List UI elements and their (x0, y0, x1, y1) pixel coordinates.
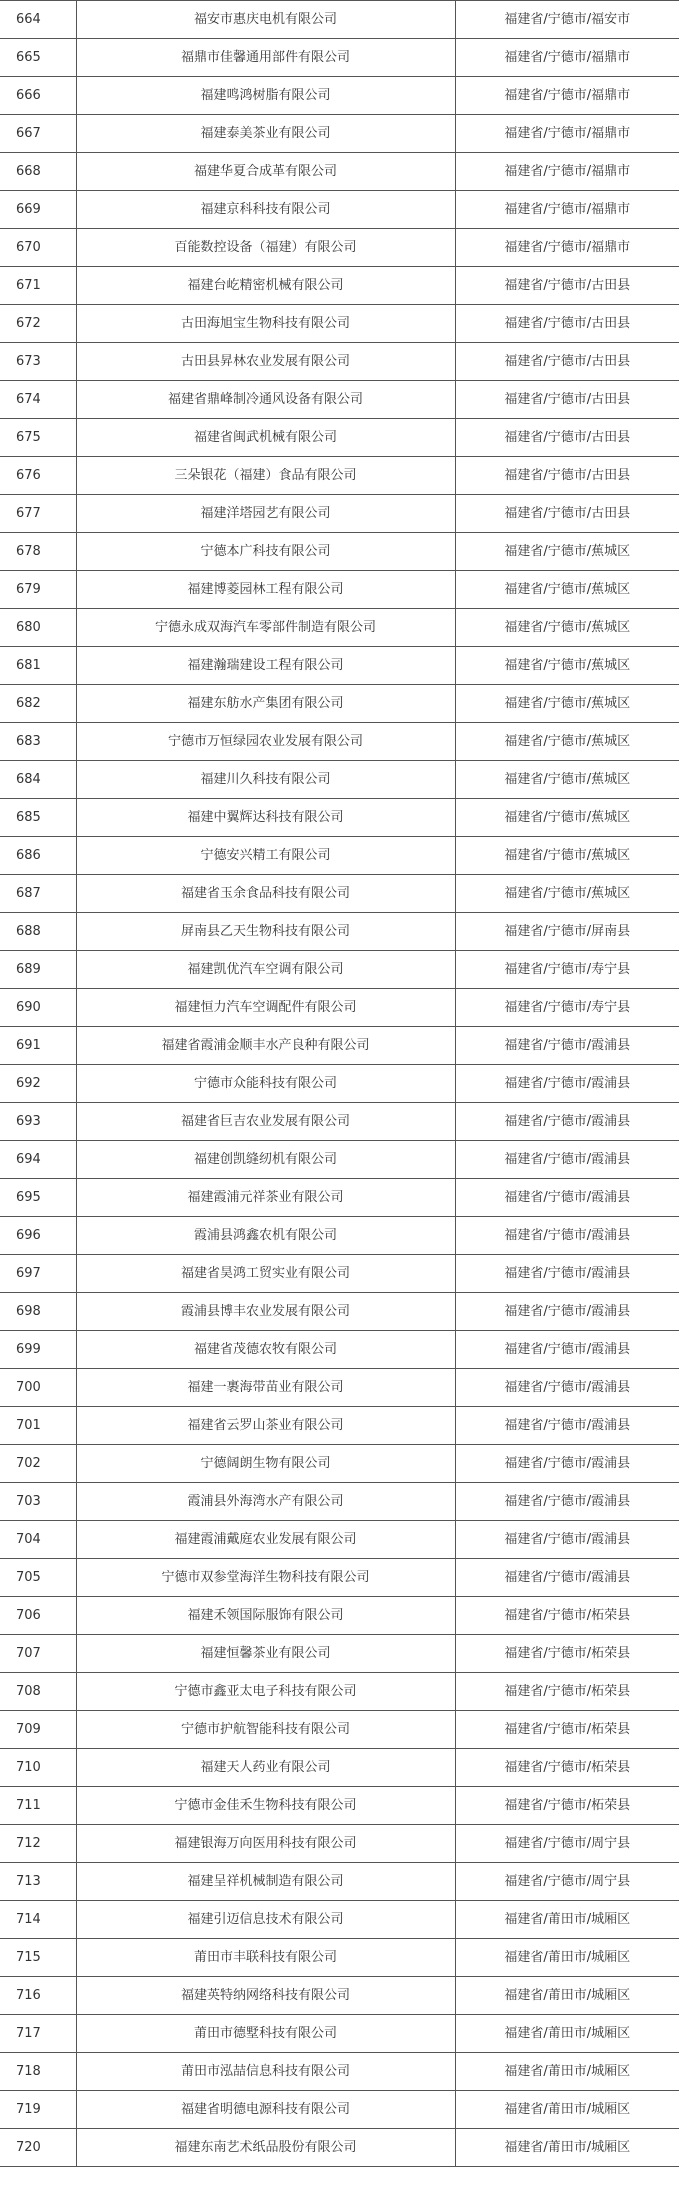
table-row (0, 1407, 679, 1445)
row-number: 713 (0, 1863, 76, 1901)
company-name: 莆田市泓喆信息科技有限公司 (76, 2053, 455, 2091)
table-row (0, 457, 679, 495)
table-row (0, 761, 679, 799)
company-name: 福建鸣鸿树脂有限公司 (76, 77, 455, 115)
company-region: 福建省/宁德市/古田县 (455, 495, 679, 533)
company-region: 福建省/宁德市/霞浦县 (455, 1483, 679, 1521)
table-row (0, 875, 679, 913)
row-number: 670 (0, 229, 76, 267)
company-region: 福建省/宁德市/古田县 (455, 305, 679, 343)
row-number: 710 (0, 1749, 76, 1787)
row-number: 700 (0, 1369, 76, 1407)
company-name: 福建川久科技有限公司 (76, 761, 455, 799)
row-number: 697 (0, 1255, 76, 1293)
table-row (0, 989, 679, 1027)
company-region: 福建省/宁德市/蕉城区 (455, 533, 679, 571)
company-name: 屏南县乙天生物科技有限公司 (76, 913, 455, 951)
company-region: 福建省/宁德市/屏南县 (455, 913, 679, 951)
row-number: 708 (0, 1673, 76, 1711)
table-row (0, 1027, 679, 1065)
table-row (0, 1331, 679, 1369)
company-region: 福建省/宁德市/古田县 (455, 381, 679, 419)
company-name: 宁德市双参堂海洋生物科技有限公司 (76, 1559, 455, 1597)
company-name: 福建创凯缝纫机有限公司 (76, 1141, 455, 1179)
company-name: 福建恒馨茶业有限公司 (76, 1635, 455, 1673)
row-number: 677 (0, 495, 76, 533)
row-number: 664 (0, 1, 76, 39)
table-row (0, 39, 679, 77)
row-number: 691 (0, 1027, 76, 1065)
company-region: 福建省/宁德市/霞浦县 (455, 1217, 679, 1255)
company-name: 福建省明德电源科技有限公司 (76, 2091, 455, 2129)
table-row (0, 609, 679, 647)
company-region: 福建省/宁德市/霞浦县 (455, 1445, 679, 1483)
company-name: 福建洋塔园艺有限公司 (76, 495, 455, 533)
company-name: 福建省昊鸿工贸实业有限公司 (76, 1255, 455, 1293)
row-number: 678 (0, 533, 76, 571)
table-row (0, 1749, 679, 1787)
company-region: 福建省/莆田市/城厢区 (455, 2053, 679, 2091)
company-region: 福建省/宁德市/霞浦县 (455, 1331, 679, 1369)
company-region: 福建省/宁德市/蕉城区 (455, 685, 679, 723)
company-name: 宁德市众能科技有限公司 (76, 1065, 455, 1103)
table-row (0, 685, 679, 723)
company-name: 福建省云罗山茶业有限公司 (76, 1407, 455, 1445)
company-region: 福建省/宁德市/福鼎市 (455, 115, 679, 153)
table-row (0, 115, 679, 153)
table-row (0, 723, 679, 761)
row-number: 689 (0, 951, 76, 989)
table-row (0, 229, 679, 267)
table-row (0, 2129, 679, 2167)
company-region: 福建省/宁德市/霞浦县 (455, 1369, 679, 1407)
table-row (0, 1863, 679, 1901)
company-region: 福建省/莆田市/城厢区 (455, 1977, 679, 2015)
company-name: 福建省闽武机械有限公司 (76, 419, 455, 457)
row-number: 682 (0, 685, 76, 723)
table-row (0, 191, 679, 229)
table-row (0, 1065, 679, 1103)
company-region: 福建省/莆田市/城厢区 (455, 2129, 679, 2167)
company-name: 宁德阔朗生物有限公司 (76, 1445, 455, 1483)
company-name: 福建东舫水产集团有限公司 (76, 685, 455, 723)
company-name: 福建引迈信息技术有限公司 (76, 1901, 455, 1939)
row-number: 712 (0, 1825, 76, 1863)
table-row (0, 419, 679, 457)
table-row (0, 1787, 679, 1825)
table-row (0, 2091, 679, 2129)
company-name: 福建一裹海带苗业有限公司 (76, 1369, 455, 1407)
row-number: 673 (0, 343, 76, 381)
table-row (0, 1521, 679, 1559)
company-name: 福建呈祥机械制造有限公司 (76, 1863, 455, 1901)
table-row (0, 495, 679, 533)
row-number: 684 (0, 761, 76, 799)
company-name: 福建京科科技有限公司 (76, 191, 455, 229)
table-row (0, 153, 679, 191)
company-region: 福建省/宁德市/福鼎市 (455, 39, 679, 77)
company-region: 福建省/宁德市/古田县 (455, 419, 679, 457)
company-region: 福建省/宁德市/古田县 (455, 457, 679, 495)
table-row (0, 837, 679, 875)
company-region: 福建省/宁德市/柘荣县 (455, 1787, 679, 1825)
company-name: 福建博菱园林工程有限公司 (76, 571, 455, 609)
table-row (0, 1673, 679, 1711)
company-name: 福建华夏合成革有限公司 (76, 153, 455, 191)
company-region: 福建省/宁德市/福鼎市 (455, 229, 679, 267)
row-number: 666 (0, 77, 76, 115)
row-number: 683 (0, 723, 76, 761)
company-name: 福建省茂德农牧有限公司 (76, 1331, 455, 1369)
company-region: 福建省/宁德市/蕉城区 (455, 799, 679, 837)
company-name: 霞浦县博丰农业发展有限公司 (76, 1293, 455, 1331)
company-name: 宁德市护航智能科技有限公司 (76, 1711, 455, 1749)
row-number: 695 (0, 1179, 76, 1217)
row-number: 675 (0, 419, 76, 457)
row-number: 715 (0, 1939, 76, 1977)
company-region: 福建省/宁德市/蕉城区 (455, 837, 679, 875)
table-row (0, 305, 679, 343)
row-number: 705 (0, 1559, 76, 1597)
company-name: 福建瀚瑞建设工程有限公司 (76, 647, 455, 685)
company-region: 福建省/宁德市/柘荣县 (455, 1635, 679, 1673)
company-name: 三朵银花（福建）食品有限公司 (76, 457, 455, 495)
company-region: 福建省/宁德市/蕉城区 (455, 761, 679, 799)
company-region: 福建省/莆田市/城厢区 (455, 2015, 679, 2053)
company-region: 福建省/宁德市/霞浦县 (455, 1521, 679, 1559)
row-number: 669 (0, 191, 76, 229)
company-region: 福建省/宁德市/蕉城区 (455, 723, 679, 761)
company-region: 福建省/宁德市/霞浦县 (455, 1179, 679, 1217)
company-region: 福建省/宁德市/蕉城区 (455, 571, 679, 609)
row-number: 680 (0, 609, 76, 647)
row-number: 717 (0, 2015, 76, 2053)
table-row (0, 343, 679, 381)
company-region: 福建省/莆田市/城厢区 (455, 1939, 679, 1977)
company-region: 福建省/宁德市/霞浦县 (455, 1559, 679, 1597)
company-region: 福建省/宁德市/霞浦县 (455, 1141, 679, 1179)
row-number: 701 (0, 1407, 76, 1445)
company-name: 福建英特纳网络科技有限公司 (76, 1977, 455, 2015)
company-region: 福建省/宁德市/福安市 (455, 1, 679, 39)
company-name: 福建禾领国际服饰有限公司 (76, 1597, 455, 1635)
company-name: 福建霞浦元祥茶业有限公司 (76, 1179, 455, 1217)
company-name: 宁德市鑫亚太电子科技有限公司 (76, 1673, 455, 1711)
table-row (0, 799, 679, 837)
table-row (0, 571, 679, 609)
table-row (0, 1103, 679, 1141)
row-number: 703 (0, 1483, 76, 1521)
company-name: 宁德永成双海汽车零部件制造有限公司 (76, 609, 455, 647)
company-name: 宁德本广科技有限公司 (76, 533, 455, 571)
company-region: 福建省/宁德市/福鼎市 (455, 77, 679, 115)
company-region: 福建省/宁德市/霞浦县 (455, 1065, 679, 1103)
company-name: 宁德市万恒绿园农业发展有限公司 (76, 723, 455, 761)
company-name: 福建恒力汽车空调配件有限公司 (76, 989, 455, 1027)
row-number: 699 (0, 1331, 76, 1369)
company-name: 福建省鼎峰制冷通风设备有限公司 (76, 381, 455, 419)
table-row (0, 1255, 679, 1293)
row-number: 706 (0, 1597, 76, 1635)
table-row (0, 1179, 679, 1217)
company-region: 福建省/宁德市/周宁县 (455, 1863, 679, 1901)
company-name: 霞浦县鸿鑫农机有限公司 (76, 1217, 455, 1255)
table-body (0, 1, 679, 2167)
table-row (0, 2015, 679, 2053)
row-number: 679 (0, 571, 76, 609)
table-row (0, 1711, 679, 1749)
company-name: 福鼎市佳馨通用部件有限公司 (76, 39, 455, 77)
company-name: 福建省霞浦金顺丰水产良种有限公司 (76, 1027, 455, 1065)
table-row (0, 1217, 679, 1255)
company-region: 福建省/宁德市/霞浦县 (455, 1293, 679, 1331)
company-name: 宁德安兴精工有限公司 (76, 837, 455, 875)
row-number: 681 (0, 647, 76, 685)
table-row (0, 1369, 679, 1407)
table-row (0, 1483, 679, 1521)
table-row (0, 1825, 679, 1863)
row-number: 696 (0, 1217, 76, 1255)
company-region: 福建省/宁德市/寿宁县 (455, 989, 679, 1027)
company-name: 宁德市金佳禾生物科技有限公司 (76, 1787, 455, 1825)
company-name: 福建中翼辉达科技有限公司 (76, 799, 455, 837)
company-name: 福建凯优汽车空调有限公司 (76, 951, 455, 989)
table-row (0, 913, 679, 951)
company-region: 福建省/宁德市/霞浦县 (455, 1255, 679, 1293)
row-number: 665 (0, 39, 76, 77)
row-number: 674 (0, 381, 76, 419)
company-region: 福建省/宁德市/蕉城区 (455, 875, 679, 913)
table-row (0, 1597, 679, 1635)
table-row (0, 1, 679, 39)
table-row (0, 951, 679, 989)
company-region: 福建省/宁德市/霞浦县 (455, 1407, 679, 1445)
row-number: 692 (0, 1065, 76, 1103)
company-name: 福建东南艺术纸品股份有限公司 (76, 2129, 455, 2167)
row-number: 671 (0, 267, 76, 305)
row-number: 693 (0, 1103, 76, 1141)
company-region: 福建省/宁德市/福鼎市 (455, 153, 679, 191)
row-number: 676 (0, 457, 76, 495)
company-region: 福建省/宁德市/古田县 (455, 267, 679, 305)
table-row (0, 1559, 679, 1597)
table-row (0, 1293, 679, 1331)
row-number: 690 (0, 989, 76, 1027)
row-number: 714 (0, 1901, 76, 1939)
row-number: 716 (0, 1977, 76, 2015)
table-row (0, 1939, 679, 1977)
company-region: 福建省/宁德市/周宁县 (455, 1825, 679, 1863)
table-row (0, 1901, 679, 1939)
company-name: 古田海旭宝生物科技有限公司 (76, 305, 455, 343)
company-name: 福建泰美茶业有限公司 (76, 115, 455, 153)
table-row (0, 533, 679, 571)
table-row (0, 267, 679, 305)
company-name: 霞浦县外海湾水产有限公司 (76, 1483, 455, 1521)
row-number: 672 (0, 305, 76, 343)
row-number: 718 (0, 2053, 76, 2091)
row-number: 685 (0, 799, 76, 837)
row-number: 668 (0, 153, 76, 191)
company-name: 福建省巨吉农业发展有限公司 (76, 1103, 455, 1141)
company-name: 莆田市德墅科技有限公司 (76, 2015, 455, 2053)
table-row (0, 1977, 679, 2015)
row-number: 686 (0, 837, 76, 875)
table-row (0, 2053, 679, 2091)
company-name: 百能数控设备（福建）有限公司 (76, 229, 455, 267)
company-name: 莆田市丰联科技有限公司 (76, 1939, 455, 1977)
company-region: 福建省/宁德市/蕉城区 (455, 609, 679, 647)
company-region: 福建省/莆田市/城厢区 (455, 2091, 679, 2129)
row-number: 702 (0, 1445, 76, 1483)
table-row (0, 1635, 679, 1673)
company-name: 福建银海万向医用科技有限公司 (76, 1825, 455, 1863)
row-number: 688 (0, 913, 76, 951)
row-number: 711 (0, 1787, 76, 1825)
company-name: 福建霞浦戴庭农业发展有限公司 (76, 1521, 455, 1559)
table-row (0, 1141, 679, 1179)
company-region: 福建省/宁德市/古田县 (455, 343, 679, 381)
table-row (0, 381, 679, 419)
table-row (0, 77, 679, 115)
row-number: 667 (0, 115, 76, 153)
row-number: 704 (0, 1521, 76, 1559)
company-region: 福建省/宁德市/柘荣县 (455, 1673, 679, 1711)
row-number: 720 (0, 2129, 76, 2167)
table-row (0, 1445, 679, 1483)
company-region: 福建省/宁德市/霞浦县 (455, 1103, 679, 1141)
company-region: 福建省/宁德市/霞浦县 (455, 1027, 679, 1065)
company-region: 福建省/宁德市/蕉城区 (455, 647, 679, 685)
company-name: 福建省玉余食品科技有限公司 (76, 875, 455, 913)
company-region: 福建省/宁德市/柘荣县 (455, 1597, 679, 1635)
company-region: 福建省/宁德市/柘荣县 (455, 1749, 679, 1787)
company-region: 福建省/宁德市/柘荣县 (455, 1711, 679, 1749)
company-name: 福安市惠庆电机有限公司 (76, 1, 455, 39)
row-number: 719 (0, 2091, 76, 2129)
company-region: 福建省/宁德市/寿宁县 (455, 951, 679, 989)
company-name: 福建天人药业有限公司 (76, 1749, 455, 1787)
company-name: 福建台屹精密机械有限公司 (76, 267, 455, 305)
row-number: 687 (0, 875, 76, 913)
company-name: 古田县昇林农业发展有限公司 (76, 343, 455, 381)
company-region: 福建省/宁德市/福鼎市 (455, 191, 679, 229)
row-number: 707 (0, 1635, 76, 1673)
company-region: 福建省/莆田市/城厢区 (455, 1901, 679, 1939)
table-row (0, 647, 679, 685)
row-number: 694 (0, 1141, 76, 1179)
row-number: 698 (0, 1293, 76, 1331)
row-number: 709 (0, 1711, 76, 1749)
